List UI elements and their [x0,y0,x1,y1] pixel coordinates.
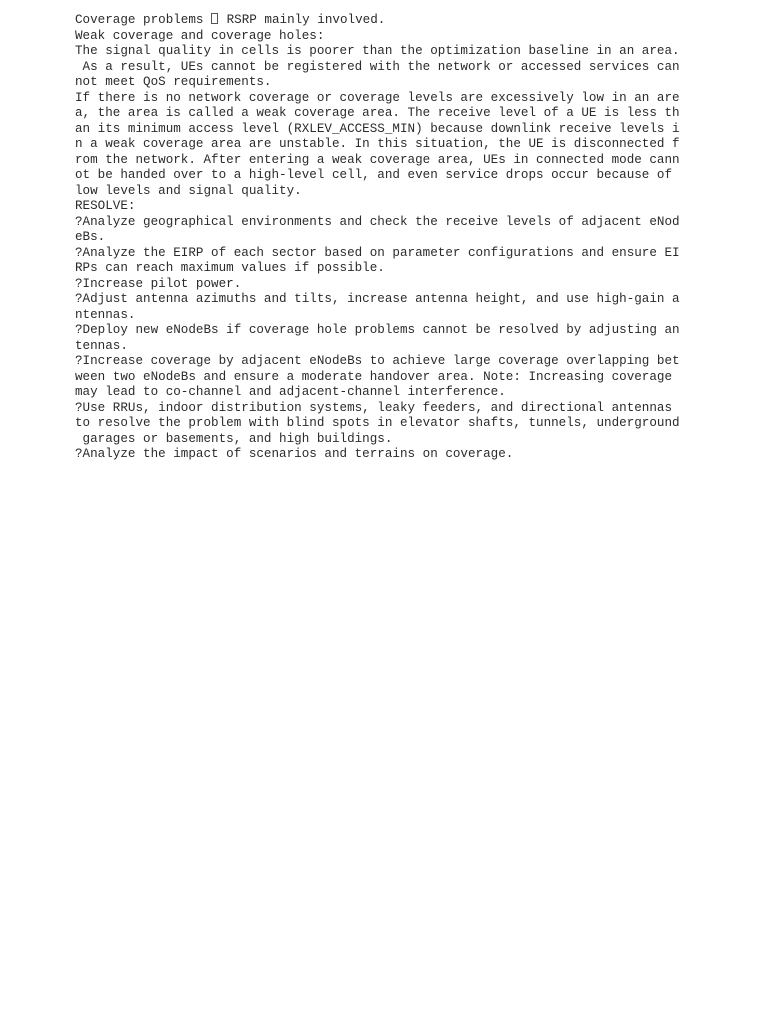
text-line: ntennas. [75,307,136,322]
text-line: RPs can reach maximum values if possible. [75,261,385,275]
text-line: Weak coverage and coverage holes: [75,28,325,43]
document-body [75,13,715,463]
missing-glyph-icon [211,13,218,24]
text-line: As a result, UEs cannot be registered with the network or accessed services can [75,59,680,74]
text-line: an its minimum access level (RXLEV_ACCESS_MIN) because downlink receive levels i [75,121,680,136]
text-line: The signal quality in cells is poorer than the optimization baseline in an area. [75,44,680,58]
text-line: n a weak coverage area are unstable. In this situation, the UE is disconnected f [75,137,680,151]
text-line [75,13,715,29]
text-line: ?Deploy new eNodeBs if coverage hole problems cannot be resolved by adjusting an [75,323,680,337]
text-line: ween two eNodeBs and ensure a moderate handover area. Note: Increasing coverage [75,369,673,384]
text-line: If there is no network coverage or coverage levels are excessively low in an are [75,90,680,105]
text-line: rom the network. After entering a weak coverage area, UEs in connected mode cann [75,152,680,167]
text-line: ?Analyze the impact of scenarios and terrains on coverage. [75,447,514,461]
text-line: not meet QoS requirements. [75,75,272,89]
text-line: ?Use RRUs, indoor distribution systems, leaky feeders, and directional antennas [75,400,673,415]
text-line: ?Analyze geographical environments and check the receive levels of adjacent eNod [75,214,680,229]
text-line: garages or basements, and high buildings. [75,431,393,446]
text-line: ?Adjust antenna azimuths and tilts, increase antenna height, and use high-gain a [75,292,680,306]
text-line: low levels and signal quality. [75,183,302,198]
text-line: ?Increase coverage by adjacent eNodeBs to achieve large coverage overlapping bet [75,354,680,368]
text-line: eBs. [75,230,106,244]
text-line: tennas. [75,338,128,353]
text-line: RESOLVE: [75,199,136,213]
text-line: ot be handed over to a high-level cell, and even service drops occur because of [75,168,673,182]
text-segment: Coverage problems [75,13,212,27]
text-line: a, the area is called a weak coverage area. The receive level of a UE is less th [75,106,680,120]
text-line: ?Increase pilot power. [75,276,242,291]
text-segment: RSRP mainly involved. [219,13,386,27]
text-line: ?Analyze the EIRP of each sector based on parameter configurations and ensure EI [75,245,680,260]
text-line: to resolve the problem with blind spots in elevator shafts, tunnels, underground [75,416,680,430]
text-line: may lead to co-channel and adjacent-channel interference. [75,385,506,399]
